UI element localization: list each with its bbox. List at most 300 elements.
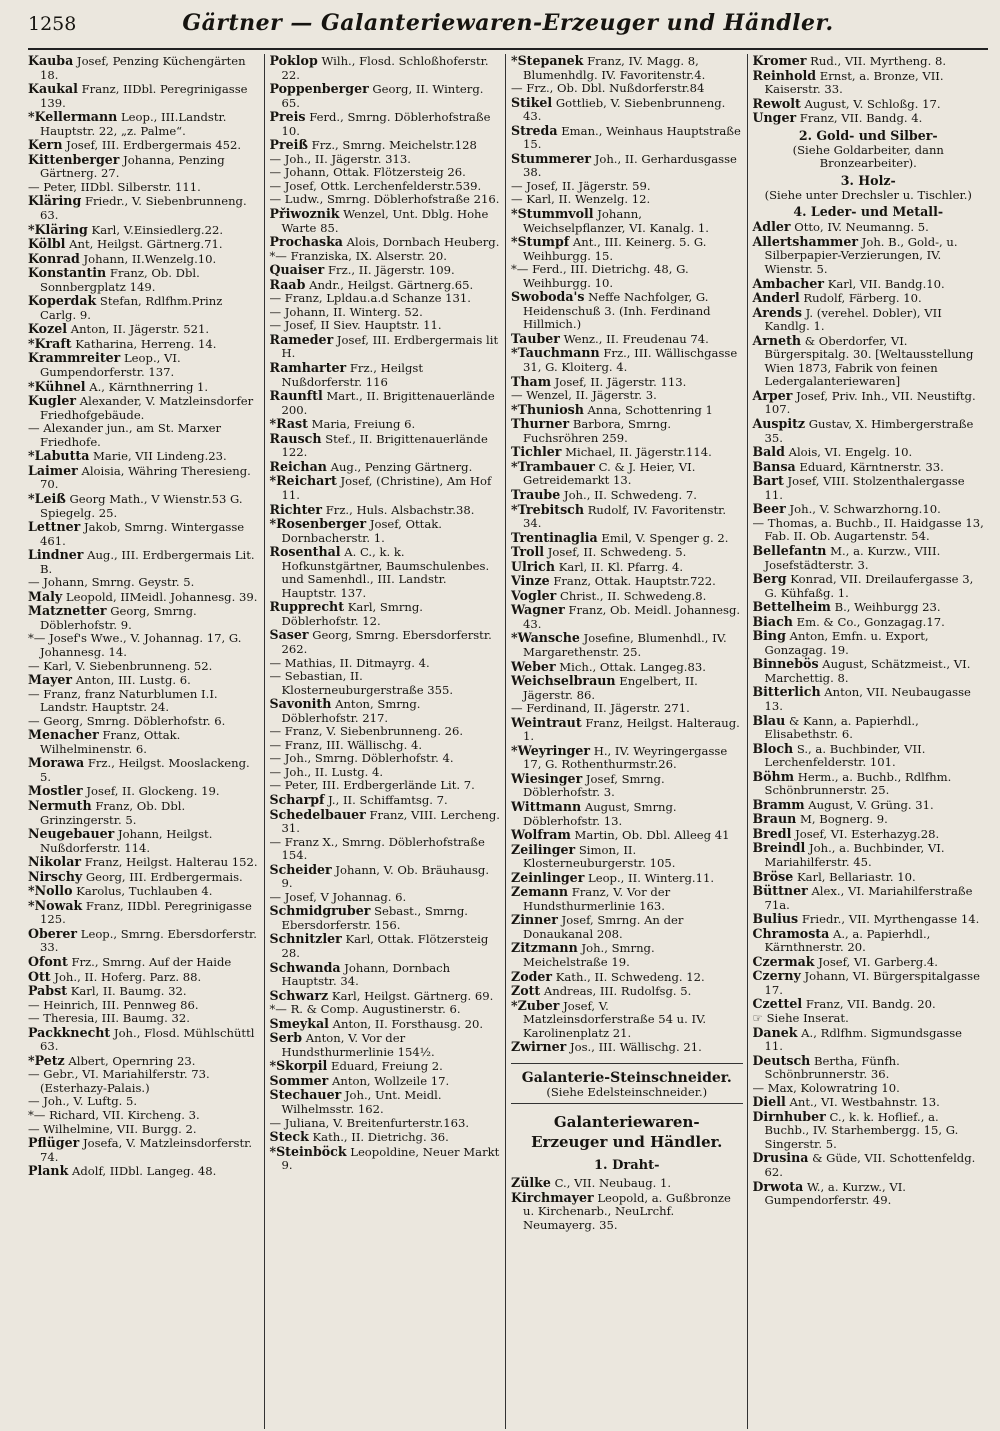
- entry-text: Josef, Smrng. Döblerhofstr. 3.: [523, 771, 665, 800]
- entry-name: Schnitzler: [269, 931, 342, 947]
- entry-name: Bröse: [752, 868, 794, 884]
- entry-text: Wenzel, Unt. Dblg. Hohe Warte 85.: [281, 207, 489, 235]
- entry-text: — Ludw., Smrng. Döblerhofstraße 216.: [269, 192, 500, 207]
- entry-text: Leop., III.Landstr. Hauptstr. 22, „z. Palme“.: [40, 110, 227, 138]
- entry-text: Michael, II. Jägerstr.114.: [565, 445, 712, 460]
- entry-name: Schwarz: [269, 987, 329, 1003]
- entry-name: Wagner: [511, 602, 565, 618]
- entry-text: August, Smrng. Döblerhofstr. 13.: [523, 799, 677, 828]
- directory-entry: [270, 333, 502, 361]
- directory-entry: [270, 110, 502, 138]
- entry-name: Berg: [752, 571, 787, 587]
- directory-entry: [270, 904, 502, 932]
- directory-entry: [753, 955, 985, 970]
- entry-text: Joh., Flosd. Mühlschüttl 63.: [40, 1025, 255, 1054]
- entry-name: Zinner: [511, 912, 558, 928]
- gold-silber-note: (Siehe Goldarbeiter, dann Bronzearbeiter).: [792, 142, 944, 171]
- entry-text: Anton, Smrng. Döblerhofstr. 217.: [281, 697, 421, 725]
- entry-text: Konrad, VII. Dreilaufergasse 3, G. Kühfaßg. 1.: [764, 572, 974, 600]
- directory-entry: [270, 1059, 502, 1074]
- entry-text: Leop., VI. Gumpendorferstr. 137.: [40, 351, 181, 380]
- entry-name: Weber: [511, 658, 556, 674]
- entry-text: Frz., III. Wällischgasse 31, G. Kloiterg. 4.: [523, 346, 738, 375]
- entry-text: Alois, VI. Engelg. 10.: [788, 445, 913, 460]
- directory-entry: [511, 235, 743, 263]
- directory-entry: [753, 827, 985, 842]
- entry-name: Wiesinger: [511, 770, 583, 786]
- column-3-entries: [511, 54, 743, 1055]
- directory-entry: [511, 589, 743, 604]
- entry-name: Rosenthal: [269, 544, 341, 560]
- entry-name: Zeinlinger: [511, 869, 585, 885]
- directory-entry: [753, 572, 985, 600]
- entry-text: Stef., II. Brigittenauerlände 122.: [281, 431, 488, 460]
- entry-text: — Joh., II. Jägerstr. 313.: [269, 151, 411, 166]
- entry-text: Johann, VI. Bürgerspitalgasse 17.: [764, 969, 980, 997]
- entry-text: Martin, Ob. Dbl. Alleeg 41: [574, 828, 730, 843]
- directory-entry: [511, 389, 743, 403]
- entry-name: Ramharter: [269, 360, 347, 376]
- entry-text: — Wenzel, II. Jägerstr. 3.: [511, 388, 657, 403]
- entry-name: Arends: [752, 304, 802, 320]
- entry-text: Franz, IV. Magg. 8, Blumenhdlg. IV. Favoritenstr.4.: [523, 54, 706, 82]
- entry-text: Johann, Weichselpflanzer, VI. Kanalg. 1.: [523, 207, 709, 235]
- entry-name: Nikolar: [28, 854, 82, 870]
- entry-name: Reinhold: [752, 67, 817, 83]
- entry-text: Friedr., V. Siebenbrunneng. 63.: [40, 194, 247, 223]
- directory-entry: [511, 984, 743, 999]
- entry-text: Leopold, IIMeidl. Johannesg. 39.: [65, 589, 258, 604]
- entry-name: Allertshammer: [752, 233, 859, 249]
- entry-text: Neffe Nachfolger, G. Heidenschuß 3. (Inh. Ferdinand Hillmich.): [523, 290, 711, 332]
- galanterie-title-2: Erzeuger und Händler.: [531, 1133, 723, 1152]
- entry-text: Franz, Ob. Dbl. Sonnbergplatz 149.: [40, 266, 200, 294]
- directory-entry: [28, 82, 260, 110]
- entry-text: Otto, IV. Neumanng. 5.: [794, 220, 929, 235]
- entry-name: Smeykal: [269, 1015, 329, 1031]
- entry-text: Eduard, Freiung 2.: [331, 1059, 443, 1074]
- entry-name: *Weyringer: [511, 742, 591, 758]
- entry-name: Rausch: [269, 430, 322, 446]
- directory-entry: [753, 1110, 985, 1152]
- directory-entry: [753, 544, 985, 572]
- directory-entry: [270, 628, 502, 656]
- entry-text: Kath., II. Dietrichg. 36.: [312, 1130, 449, 1145]
- directory-entry: [270, 432, 502, 460]
- draht-section-title: 1. Draht-: [594, 1158, 660, 1174]
- entry-text: Leop., II. Winterg.11.: [588, 870, 715, 885]
- entry-text: Ferd., Smrng. Döblerhofstraße 10.: [281, 110, 491, 138]
- directory-entry: [753, 517, 985, 544]
- directory-entry: [28, 1026, 260, 1054]
- directory-entry: [753, 812, 985, 827]
- directory-entry: [270, 361, 502, 389]
- entry-text: Gustav, X. Himbergerstraße 35.: [764, 417, 974, 445]
- directory-entry: [28, 322, 260, 337]
- directory-entry: [511, 631, 743, 659]
- entry-name: Rupprecht: [269, 599, 345, 615]
- entry-name: Bramm: [752, 796, 805, 812]
- entry-text: Friedr., VII. Myrthengasse 14.: [801, 912, 980, 927]
- directory-entry: [270, 891, 502, 905]
- entry-text: C., VII. Neubaug. 1.: [554, 1176, 672, 1191]
- entry-text: Karl, Ottak. Flötzersteig 28.: [281, 932, 489, 960]
- entry-name: *Labutta: [28, 448, 90, 464]
- entry-name: Kölbl: [28, 236, 66, 252]
- entry-name: Arneth: [752, 332, 802, 348]
- directory-entry: [28, 827, 260, 855]
- entry-text: — Georg, Smrng. Döblerhofstr. 6.: [28, 713, 226, 728]
- entry-name: Beer: [752, 501, 786, 517]
- entry-name: Schedelbauer: [269, 806, 366, 822]
- entry-name: Swoboda's: [511, 289, 585, 305]
- entry-name: Bart: [752, 473, 784, 489]
- entry-text: August, V. Schloßg. 17.: [804, 96, 941, 111]
- entry-name: Schwanda: [269, 959, 341, 975]
- entry-name: Bettelheim: [752, 599, 831, 615]
- entry-text: Mart., II. Brigittenauerlände 200.: [281, 389, 495, 417]
- directory-entry: [270, 292, 502, 306]
- directory-entry: [270, 932, 502, 960]
- entry-text: — Karl, II. Wenzelg. 12.: [511, 192, 651, 207]
- entry-name: *Trebitsch: [511, 501, 585, 517]
- entry-text: Franz, VII. Bandg. 4.: [799, 111, 923, 126]
- directory-entry: [753, 445, 985, 460]
- entry-name: Zitzmann: [511, 940, 578, 956]
- directory-entry: [270, 54, 502, 82]
- directory-entry: [270, 263, 502, 278]
- directory-entry: [28, 266, 260, 294]
- entry-text: S., a. Buchbinder, VII. Lerchenfelderstr. 101.: [764, 741, 926, 770]
- entry-name: Drwota: [752, 1178, 804, 1194]
- entry-name: Koperdak: [28, 293, 97, 309]
- entry-text: Anton, VII. Neubaugasse 13.: [764, 685, 971, 713]
- leder-metall-title: 4. Leder- und Metall-: [793, 204, 944, 220]
- directory-entry: [511, 96, 743, 124]
- directory-entry: [28, 660, 260, 674]
- entry-name: Lindner: [28, 547, 84, 563]
- entry-name: Ambacher: [752, 275, 825, 291]
- directory-entry: [753, 1151, 985, 1179]
- entry-text: Albert, Opernring 23.: [68, 1053, 196, 1068]
- entry-name: Tichler: [511, 444, 562, 460]
- directory-entry: [28, 604, 260, 632]
- entry-text: — Josef, II Siev. Hauptstr. 11.: [269, 318, 442, 333]
- entry-name: Wittmann: [511, 798, 582, 814]
- directory-entry: [753, 841, 985, 869]
- directory-entry: [753, 629, 985, 657]
- steinschneider-heading: [511, 1063, 743, 1105]
- directory-entry: [270, 808, 502, 836]
- entry-text: *— Richard, VII. Kircheng. 3.: [28, 1108, 200, 1123]
- entry-text: — Ferdinand, II. Jägerstr. 271.: [511, 701, 690, 716]
- entry-name: Traube: [511, 486, 561, 502]
- directory-entry: [28, 728, 260, 756]
- directory-entry: [511, 913, 743, 941]
- directory-entry: [28, 110, 260, 138]
- entry-name: Savonith: [269, 696, 332, 712]
- directory-entry: [511, 560, 743, 575]
- entry-name: *Stumpf: [511, 234, 570, 250]
- directory-entry: [270, 697, 502, 725]
- entry-text: Katharina, Herreng. 14.: [75, 336, 217, 351]
- entry-name: *Trambauer: [511, 458, 595, 474]
- entry-name: Poppenberger: [269, 81, 369, 97]
- directory-entry: [753, 1095, 985, 1110]
- entry-text: M, Bognerg. 9.: [799, 812, 888, 827]
- entry-name: *Stepanek: [511, 54, 584, 68]
- directory-entry: [28, 855, 260, 870]
- entry-name: Bloch: [752, 740, 794, 756]
- directory-entry: [511, 290, 743, 332]
- entry-name: *Kühnel: [28, 378, 86, 394]
- directory-entry: [28, 899, 260, 927]
- entry-text: Josef, Priv. Inh., VII. Neustiftg. 107.: [764, 388, 976, 417]
- directory-entry: [28, 688, 260, 715]
- entry-name: Troll: [511, 544, 545, 560]
- directory-entry: [753, 1082, 985, 1096]
- column-4: [747, 54, 989, 1429]
- directory-entry: [511, 716, 743, 744]
- columns: [28, 54, 988, 1429]
- directory-entry: [753, 502, 985, 517]
- directory-entry: [270, 1074, 502, 1089]
- entry-text: Franz, Ottak. Hauptstr.722.: [553, 574, 716, 589]
- entry-name: *Skorpil: [269, 1058, 328, 1074]
- directory-entry: [28, 590, 260, 605]
- entry-text: — Joh., II. Lustg. 4.: [269, 764, 384, 779]
- directory-entry: [270, 766, 502, 780]
- entry-text: Josefine, Blumenhdl., IV. Margarethenstr. 25.: [523, 631, 727, 659]
- entry-name: Unger: [752, 110, 797, 126]
- entry-text: & Kann, a. Papierhdl., Elisabethstr. 6.: [764, 713, 919, 742]
- entry-name: Quaiser: [269, 262, 325, 278]
- directory-entry: [753, 615, 985, 630]
- entry-name: Lettner: [28, 519, 81, 535]
- entry-text: Anton, II. Forsthausg. 20.: [332, 1016, 484, 1031]
- entry-name: Weichselbraun: [511, 673, 616, 689]
- entry-name: Krammreiter: [28, 350, 121, 366]
- entry-name: Maly: [28, 588, 63, 604]
- entry-name: Richter: [269, 501, 323, 517]
- entry-name: Kugler: [28, 393, 77, 409]
- entry-text: Andr., Heilgst. Gärtnerg.65.: [309, 277, 474, 292]
- directory-entry: [753, 97, 985, 112]
- directory-entry: [753, 1054, 985, 1082]
- entry-text: Frz., Smrng. Auf der Haide: [71, 955, 232, 969]
- entry-name: Bitterlich: [752, 684, 821, 700]
- directory-entry: [270, 752, 502, 766]
- entry-name: Kittenberger: [28, 151, 120, 167]
- directory-entry: [270, 250, 502, 264]
- entry-name: Biach: [752, 613, 793, 629]
- entry-text: Barbora, Smrng. Fuchsröhren 259.: [523, 417, 672, 445]
- entry-text: *— Ferd., III. Dietrichg. 48, G. Weihburgg. 10.: [511, 262, 689, 290]
- entry-name: Přiwoznik: [269, 206, 340, 222]
- entry-text: — Juliana, V. Breitenfurterstr.163.: [269, 1115, 470, 1130]
- directory-entry: [511, 332, 743, 347]
- entry-name: Ott: [28, 968, 51, 984]
- entry-name: Deutsch: [752, 1052, 811, 1068]
- directory-entry: [28, 464, 260, 492]
- holz-note: (Siehe unter Drechsler u. Tischler.): [764, 187, 972, 202]
- entry-text: Franz, Ob. Dbl. Grinzingerstr. 5.: [40, 798, 186, 827]
- entry-text: Joh., II. Schwedeng. 7.: [563, 487, 697, 502]
- directory-entry: [28, 576, 260, 590]
- entry-text: C., k. k. Hoflief., a. Buchb., IV. Starhembergg. 15, G. Singerstr. 5.: [764, 1109, 959, 1151]
- entry-name: Adler: [752, 219, 791, 235]
- directory-entry: [28, 422, 260, 449]
- entry-text: M., a. Kurzw., VIII. Josefstädterstr. 3.: [764, 543, 941, 572]
- entry-name: Zwirner: [511, 1039, 567, 1055]
- entry-text: Marie, VII Lindeng.23.: [93, 449, 227, 464]
- entry-name: Kirchmayer: [511, 1189, 594, 1205]
- directory-entry: [270, 517, 502, 545]
- directory-entry: [511, 828, 743, 843]
- entry-text: Karolus, Tuchlauben 4.: [76, 884, 213, 899]
- entry-name: *Tauchmann: [511, 345, 600, 361]
- entry-text: J. (verehel. Dobler), VII Kandlg. 1.: [764, 305, 942, 334]
- entry-name: Zoder: [511, 968, 553, 984]
- directory-entry: [753, 111, 985, 126]
- directory-entry: [511, 207, 743, 235]
- directory-entry: [28, 194, 260, 222]
- entry-name: Konstantin: [28, 265, 107, 281]
- directory-entry: [270, 961, 502, 989]
- directory-entry: [511, 346, 743, 374]
- entry-text: Karl, Smrng. Döblerhofstr. 12.: [281, 600, 423, 628]
- directory-entry: [511, 1040, 743, 1055]
- directory-entry: [28, 181, 260, 195]
- entry-text: — Peter, III. Erdbergerlände Lit. 7.: [269, 778, 475, 793]
- entry-name: *Reichart: [269, 473, 337, 489]
- entry-name: Mostler: [28, 783, 83, 799]
- directory-entry: [511, 772, 743, 800]
- directory-entry: [511, 674, 743, 702]
- entry-text: Leopold, a. Gußbronze u. Kirchenarb., NeuLrchf. Neumayerg. 35.: [523, 1190, 731, 1233]
- entry-text: Alexander, V. Matzleinsdorfer Friedhofgebäude.: [40, 394, 254, 422]
- directory-entry: [753, 997, 985, 1012]
- entry-text: Karl, V.Einsiedlerg.22.: [91, 222, 224, 237]
- entry-text: Georg, III. Erdbergermais.: [85, 869, 243, 884]
- entry-text: — Franz, franz Naturblumen I.I. Landstr. Hauptstr. 24.: [28, 686, 218, 715]
- entry-name: Serb: [269, 1030, 303, 1046]
- entry-name: Anderl: [752, 290, 800, 306]
- entry-name: Kern: [28, 137, 63, 153]
- entry-text: Sebast., Smrng. Ebersdorferstr. 156.: [281, 904, 468, 932]
- entry-name: *Nollo: [28, 883, 73, 899]
- directory-entry: [753, 714, 985, 742]
- entry-text: — Josef, V Johannag. 6.: [269, 889, 407, 904]
- entry-text: Johann, II.Wenzelg.10.: [83, 251, 217, 266]
- entry-name: Nirschy: [28, 868, 83, 884]
- entry-text: Andreas, III. Rudolfsg. 5.: [543, 984, 692, 999]
- entry-text: Josef, VIII. Stolzenthalergasse 11.: [764, 474, 965, 502]
- entry-text: Josef, (Christine), Am Hof 11.: [281, 474, 492, 502]
- entry-name: *Kellermann: [28, 109, 118, 125]
- entry-text: Stefan, Rdlfhm.Prinz Carlg. 9.: [40, 294, 223, 322]
- entry-text: — Gebr., VI. Mariahilferstr. 73. (Esterhazy-Palais.): [28, 1067, 210, 1095]
- entry-text: Georg, II. Winterg. 65.: [281, 82, 484, 110]
- entry-name: Vogler: [511, 587, 557, 603]
- directory-entry: [753, 685, 985, 713]
- entry-text: ☞ Siehe Inserat.: [752, 1011, 849, 1025]
- entry-name: Rewolt: [752, 95, 801, 111]
- directory-entry: [28, 351, 260, 379]
- entry-text: Kath., II. Schwedeng. 12.: [555, 969, 705, 984]
- directory-entry: [28, 870, 260, 885]
- directory-entry: [270, 166, 502, 180]
- directory-entry: [28, 54, 260, 82]
- entry-text: Maria, Freiung 6.: [311, 417, 416, 432]
- directory-entry: [270, 153, 502, 167]
- entry-name: Braun: [752, 811, 797, 827]
- entry-text: Franz, IIDbl. Peregrinigasse 125.: [40, 898, 252, 927]
- directory-entry: [28, 294, 260, 322]
- directory-entry: [511, 999, 743, 1041]
- directory-entry: [511, 800, 743, 828]
- entry-text: Georg, Smrng. Döblerhofstr. 9.: [40, 604, 197, 632]
- directory-entry: [270, 1017, 502, 1032]
- entry-name: Weintraut: [511, 714, 582, 730]
- entry-name: *Nowak: [28, 897, 83, 913]
- directory-entry: [270, 278, 502, 293]
- directory-entry: [753, 291, 985, 306]
- entry-name: Zott: [511, 983, 541, 999]
- directory-entry: [270, 389, 502, 417]
- entry-text: Engelbert, II. Jägerstr. 86.: [523, 674, 698, 702]
- entry-name: *Wansche: [511, 630, 580, 646]
- directory-entry: [753, 600, 985, 615]
- entry-text: Joh., V. Schwarzhorng.10.: [789, 502, 941, 517]
- entry-text: Joh., Smrng. Meichelstraße 19.: [523, 941, 655, 969]
- entry-name: *Steinböck: [269, 1143, 347, 1159]
- entry-text: — Johann, II. Winterg. 52.: [269, 304, 423, 319]
- entry-text: Ernst, a. Bronze, VII. Kaiserstr. 33.: [764, 68, 944, 97]
- directory-entry: [28, 153, 260, 181]
- directory-entry: [270, 779, 502, 793]
- directory-entry: [270, 193, 502, 207]
- entry-text: Joh., II. Hoferg. Parz. 88.: [54, 969, 202, 984]
- directory-entry: [511, 545, 743, 560]
- entry-name: Czettel: [752, 996, 803, 1012]
- column-4-entries: [753, 220, 985, 1207]
- directory-entry: [270, 545, 502, 600]
- entry-name: *Kraft: [28, 335, 72, 351]
- entry-name: Chramosta: [752, 925, 830, 941]
- entry-text: Karl, II. Baumg. 32.: [70, 984, 187, 999]
- entry-name: Reichan: [269, 458, 327, 474]
- directory-entry: [511, 1191, 743, 1233]
- entry-name: Poklop: [269, 54, 318, 68]
- entry-text: Simon, II. Klosterneuburgerstr. 105.: [523, 842, 676, 871]
- directory-entry: [753, 277, 985, 292]
- entry-text: W., a. Kurzw., VI. Gumpendorferstr. 49.: [764, 1179, 906, 1208]
- entry-name: Oberer: [28, 925, 78, 941]
- directory-entry: [28, 999, 260, 1013]
- directory-entry: [270, 417, 502, 432]
- directory-entry: [28, 1054, 260, 1069]
- directory-entry: [270, 989, 502, 1004]
- entry-name: Danek: [752, 1024, 798, 1040]
- entry-text: Franz, VII. Bandg. 20.: [805, 997, 936, 1012]
- entry-name: Matznetter: [28, 603, 107, 619]
- directory-entry: [511, 660, 743, 675]
- entry-name: Zemann: [511, 884, 569, 900]
- entry-text: Franz, IIDbl. Peregrinigasse 139.: [40, 82, 248, 110]
- entry-name: Kauba: [28, 54, 74, 68]
- entry-text: Johann, V. Ob. Bräuhausg. 9.: [281, 862, 490, 891]
